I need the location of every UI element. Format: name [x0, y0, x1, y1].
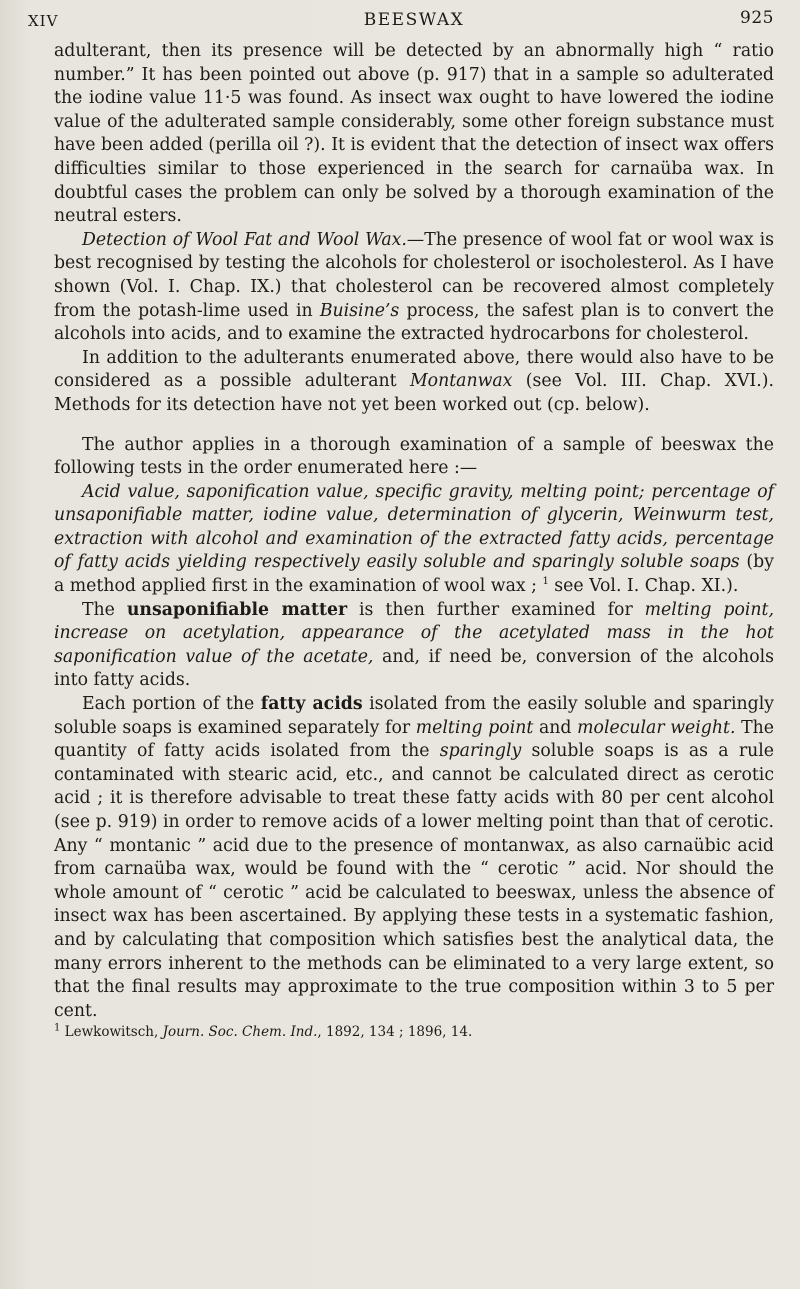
body-text	[54, 40, 774, 1041]
section-heading-wool-wax: Detection of Wool Fat and Wool Wax.	[82, 229, 407, 250]
footnote-number: 1	[54, 1022, 61, 1034]
footnote-marker: 1	[542, 576, 549, 588]
paragraph-wool-wax: Detection of Wool Fat and Wool Wax.—The presence of wool fat or wool wax is best recognised by testing the alcohols for cholesterol or isocholesterol. As I have shown (Vol. I. Chap. IX.) that cholesterol can be recovered almost completely from the potash-lime used in Buisine’s process, the safest plan is to convert the alcohols into acids, and to examine the extracted hydrocarbons for cholesterol.	[54, 229, 774, 345]
test-list: Acid value, saponification value, specific gravity, melting point; percentage of unsaponifiable matter, iodine value, determination of glycerin, Weinwurm test, extraction with alcohol and examination of the extracted fatty acids, percentage of fatty acids yielding respectively easily soluble and sparingly soluble soaps	[54, 481, 774, 573]
paragraph-adulterant-detection: adulterant, then its presence will be detected by an abnormally high “ ratio number.” It has been pointed out above (p. 917) that in a sample so adulterated the iodine value 11·5 was found. As insect wax ought to have lowered the iodine value of the adulterated sample considerably, some other foreign substance must have been added (perilla oil ?). It is evident that the detection of insect wax offers difficulties similar to those experienced in the search for carnaüba wax. In doubtful cases the problem can only be solved by a thorough examination of the neutral esters.	[54, 41, 774, 227]
paragraph-montanwax: In addition to the adulterants enumerated above, there would also have to be considered as a possible adulterant Montanwax (see Vol. III. Chap. XVI.). Methods for its detection have not yet been worked out (cp. below).	[54, 347, 774, 415]
paragraph-unsaponifiable: The unsaponifiable matter is then further examined for melting point, increase on acetylation, appearance of the acetylated mass in the hot saponification value of the acetate, and, if need be, conversion of the alcohols into fatty acids.	[54, 599, 775, 691]
page-number: 925	[740, 8, 774, 28]
chapter-number: XIV	[28, 12, 59, 30]
paragraph-test-list: Acid value, saponification value, specific gravity, melting point; percentage of unsaponifiable matter, iodine value, determination of glycerin, Weinwurm test, extraction with alcohol and examination of the extracted fatty acids, percentage of fatty acids yielding respectively easily soluble and sparingly soluble soaps (by a method applied first in the examination of wool wax ; $^1$ see Vol. I. Chap. XI.).	[54, 481, 775, 597]
paragraph-fatty-acids: Each portion of the fatty acids isolated from the easily soluble and sparingly soluble soaps is examined separately for melting point and molecular weight. The quantity of fatty acids isolated from the sparingly soluble soaps is as a rule contaminated with stearic acid, etc., and cannot be calculated direct as cerotic acid ; it is therefore advisable to treat these fatty acids with 80 per cent alcohol (see p. 919) in order to remove acids of a lower melting point than that of cerotic. Any “ montanic ” acid due to the presence of montanwax, as also carnaübic acid from carnaüba wax, would be found with the “ cerotic ” acid. Nor should the whole amount of “ cerotic ” acid be calculated to beeswax, unless the absence of insect wax has been ascertained. By applying these tests in a systematic fashion, and by calculating that composition which satisfies best the analytical data, the many errors inherent to the methods can be eliminated to a very large extent, so that the final results may approximate to the true composition within 3 to 5 per cent.	[54, 694, 774, 1021]
running-header	[28, 8, 774, 40]
term-fatty-acids: fatty acids	[260, 694, 363, 715]
footnote: $^1$ Lewkowitsch, Journ. Soc. Chem. Ind., 1892, 134 ; 1896, 14.	[54, 1022, 473, 1041]
term-unsaponifiable: unsaponifiable matter	[126, 599, 348, 620]
adulterant-name: Montanwax	[409, 371, 513, 392]
journal-name: Journ. Soc. Chem. Ind.	[162, 1024, 318, 1041]
author-name: Buisine’s	[319, 300, 400, 321]
running-title: BEESWAX	[363, 10, 465, 30]
paragraph-test-order: The author applies in a thorough examination of a sample of beeswax the following tests in the order enumerated here :—	[54, 434, 774, 479]
